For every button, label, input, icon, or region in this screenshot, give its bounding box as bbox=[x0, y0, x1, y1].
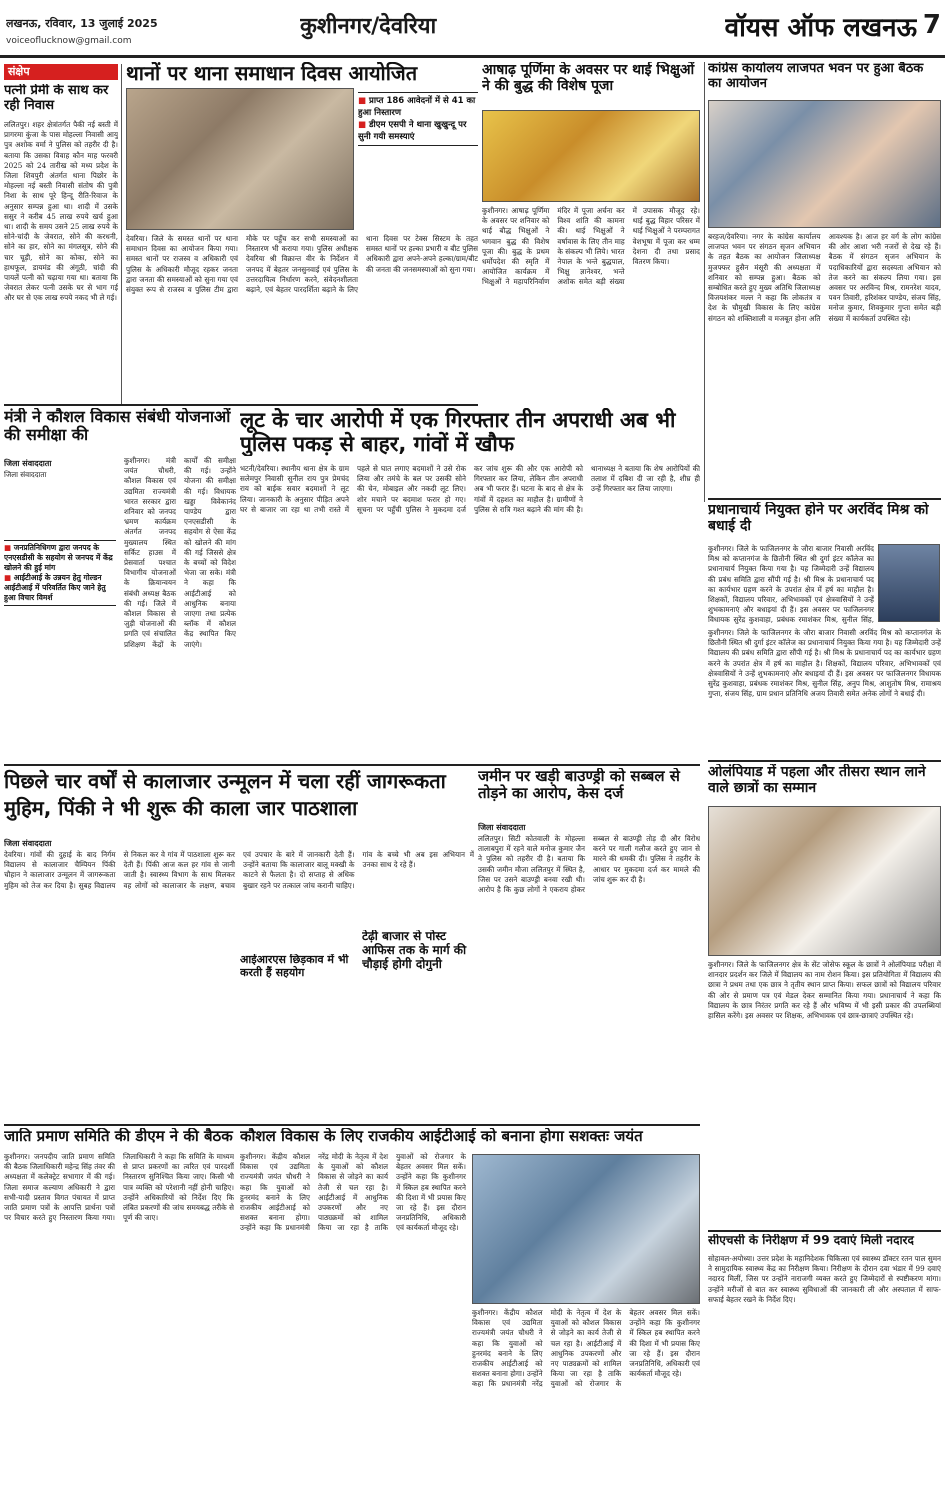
olympiad-photo bbox=[708, 806, 941, 956]
kalajar-sub2: आईआरएस छिड़काव में भी करती हैं सहयोग bbox=[240, 954, 349, 979]
loot-body: भटनी/देवरिया। स्थानीय थाना क्षेत्र के ग्राम सलेमपुर निवासी सुनील राय पुत्र प्रेमचंद राय को बाईक सवार बदमाशों ने लूट लिया। जानकारी के अनुसार पीड़ित अपने घर से बाजार जा रहा था तभी रास्ते में पहले से घात लगाए बदमाशों ने उसे रोक लिया और तमंचे के बल पर उसकी सोने की चेन, मोबाइल और नकदी लूट लिए। शोर मचाने पर बदमाश फरार हो गए। सूचना पर पहुँची पुलिस ने मुकदमा दर्ज कर जांच शुरू की और एक आरोपी को गिरफ्तार कर लिया, लेकिन तीन अपराधी अब भी फरार हैं। घटना के बाद से क्षेत्र के गांवों में दहशत का माहौल है। ग्रामीणों ने पुलिस से रात्रि गश्त बढ़ाने की मांग की है। थानाध्यक्ष ने बताया कि शेष आरोपियों की तलाश में दबिश दी जा रही है, शीघ्र ही उन्हें गिरफ्तार कर लिया जाएगा। bbox=[240, 464, 700, 514]
iti-photo bbox=[472, 1154, 700, 1304]
brief-tag: संक्षेप bbox=[4, 64, 118, 80]
iti-body: कुशीनगर। केंद्रीय कौशल विकास एवं उद्यमिता राज्यमंत्री जयंत चौधरी ने कहा कि युवाओं को हुनरमंद बनाने के लिए राजकीय आईटीआई को सशक्त बनाना होगा। उन्होंने कहा कि प्रधानमंत्री नरेंद्र मोदी के नेतृत्व में देश के युवाओं को कौशल विकास से जोड़ने का कार्य तेजी से चल रहा है। आईटीआई में आधुनिक उपकरणों और नए पाठ्यक्रमों को शामिल किया जा रहा है ताकि युवाओं को रोजगार के बेहतर अवसर मिल सकें। उन्होंने कहा कि कुशीनगर में स्किल हब स्थापित करने की दिशा में भी प्रयास किए जा रहे हैं। इस दौरान जनप्रतिनिधि, अधिकारी एवं कार्यकर्ता मौजूद रहे। bbox=[240, 1152, 466, 1233]
skill-headline: मंत्री ने कौशल विकास संबंधी योजनाओं की समीक्षा की bbox=[4, 408, 231, 445]
skill-byline: जिला संवाददाता bbox=[4, 459, 52, 468]
buddha-headline: आषाढ़ पूर्णिमा के अवसर पर थाई भिक्षुओं ने की बुद्ध की विशेष पूजा bbox=[482, 62, 695, 95]
principal-body-lead: कुशीनगर। जिले के फाजिलनगर के जौरा बाजार निवासी अरविंद मिश्र को कप्तानगंज के छितौनी स्थित श्री दुर्गा इंटर कॉलेज का प्रधानाचार्य नियुक्त किया गया है। यह जिम्मेदारी उन्हें विद्यालय की प्रबंध समिति द्वारा सौंपी गई है। श्री मिश्र के प्रधानाचार्य पद का कार्यभार ग्रहण करने के उपरांत क्षेत्र में हर्ष का माहौल है। शिक्षकों, विद्यालय परिवार, अभिभावकों एवं क्षेत्रवासियों ने उन्हें शुभकामनाएं और बधाइयां दी हैं। इस अवसर पर फाजिलनगर विधायक सुरेंद्र कुशवाहा, प्रबंधक रमाशंकर मिश्र, सुनील सिंह, bbox=[708, 544, 874, 624]
kalajar-byline: जिला संवाददाता bbox=[4, 839, 52, 848]
contact-email: voiceoflucknow@gmail.com bbox=[6, 36, 132, 46]
principal-body: कुशीनगर। जिले के फाजिलनगर के जौरा बाजार निवासी अरविंद मिश्र को कप्तानगंज के छितौनी स्थित श्री दुर्गा इंटर कॉलेज का प्रधानाचार्य नियुक्त किया गया है। यह जिम्मेदारी उन्हें विद्यालय की प्रबंध समिति द्वारा सौंपी गई है। श्री मिश्र के प्रधानाचार्य पद का कार्यभार ग्रहण करने के उपरांत क्षेत्र में हर्ष का माहौल है। शिक्षकों, विद्यालय परिवार, अभिभावकों एवं क्षेत्रवासियों ने उन्हें शुभकामनाएं और बधाइयां दी हैं। इस अवसर पर फाजिलनगर विधायक सुरेंद्र कुशवाहा, प्रबंधक रमाशंकर मिश्र, सुनील सिंह, अनुप मिश्र, आशुतोष मिश्र, रामाश्रय गुप्ता, संजय सिंह, ग्राम प्रधान प्रतिनिधि अजय तिवारी समेत अनेक लोगों ने बधाई दी। bbox=[708, 628, 941, 699]
land-byline: जिला संवाददाता bbox=[478, 823, 526, 832]
thana-body: देवरिया। जिले के समस्त थानों पर थाना समाधान दिवस का आयोजन किया गया। समस्त थानों पर राजस्व व अधिकारी एवं पुलिस के अधिकारी मौजूद रहकर जनता द्वारा जनता की समस्याओं को सुना गया एवं संयुक्त रूप से राजस्व व पुलिस टीम द्वारा मौके पर पहुँच कर सभी समस्याओं का निस्तारण भी कराया गया। पुलिस अधीक्षक देवरिया श्री विक्रान्त वीर के निर्देशन में जनपद में बेहतर जनसुनवाई एवं पुलिस के उत्तरदायित्व निर्धारण करने, संवेदनशीलता बढ़ाने, एवं बेहतर पारदर्शिता बढ़ाने के लिए थाना दिवस पर टेक्स सिस्टम के तहत समस्त थानों पर हल्का प्रभारी व बीट पुलिस अधिकारी द्वारा अपने-अपने हल्का/ग्राम/बीट की जनता की जनसमस्याओं को सुना गया। bbox=[126, 234, 478, 295]
buddha-photo bbox=[482, 110, 700, 202]
column-divider bbox=[704, 62, 705, 502]
olympiad-body: कुशीनगर। जिले के फाजिलनगर क्षेत्र के सेंट जोसेफ स्कूल के छात्रों ने ओलंपियाड परीक्षा में शानदार प्रदर्शन कर जिले में विद्यालय का नाम रोशन किया। इस प्रतियोगिता में विद्यालय की छात्रा ने प्रथम तथा एक छात्र ने तृतीय स्थान प्राप्त किया। सफल छात्रों को विद्यालय परिवार की ओर से प्रमाण पत्र एवं मेडल देकर सम्मानित किया गया। प्रधानाचार्य ने कहा कि विद्यालय के छात्र निरंतर प्रगति कर रहे हैं और भविष्य में भी इसी प्रकार की उपलब्धियां हासिल करेंगे। इस अवसर पर शिक्षक, अभिभावक एवं छात्र-छात्राएं उपस्थित रहे। bbox=[708, 960, 941, 1021]
section-rule bbox=[4, 764, 700, 766]
brief-headline: पत्नी प्रेमी के साथ कर रही निवास bbox=[4, 84, 109, 113]
masthead: वॉयस ऑफ लखनऊ bbox=[724, 13, 917, 43]
skill-intro: जिला संवाददाता bbox=[4, 470, 47, 479]
congress-body: बरहज/देवरिया। नगर के कांग्रेस कार्यालय लाजपत भवन पर संगठन सृजन अभियान के तहत बैठक का आयोजन जिलाध्यक्ष मुजफ्फर हुसैन मंसूरी की अध्यक्षता में शनिवार को सम्पन्न हुआ। बैठक को सम्बोधित करते हुए मुख्य अतिथि जिलाध्यक्ष विजयशंकर मल्ल ने कहा कि लोकतंत्र व देश के चौमुखी विकास के लिए कांग्रेस संगठन को शक्तिशाली व मजबूत होना अति आवश्यक है। आज हर वर्ग के लोग कांग्रेस की ओर आशा भरी नजरों से देख रहे हैं। बैठक में संगठन सृजन अभियान के पदाधिकारियों द्वारा सदस्यता अभियान को तेज करने का संकल्प लिया गया। इस अवसर पर अरविन्द मिश्र, रामनरेश यादव, पवन तिवारी, हरिशंकर पाण्डेय, संजय सिंह, मनोज कुमार, शिवकुमार गुप्ता समेत बड़ी संख्या में कार्यकर्ता उपस्थित रहे। bbox=[708, 232, 941, 323]
caste-body: कुशीनगर। जनपदीय जाति प्रमाण समिति की बैठक जिलाधिकारी महेन्द्र सिंह तंवर की अध्यक्षता में कलेक्ट्रेट सभागार में की गई। जिला समाज कल्याण अधिकारी ने द्वारा सभी-यादी प्रस्ताव विगत पंचायत में प्राप्त जाति प्रमाण पत्रों के आपत्ति प्रार्थना पत्रों पर विचार करते हुए निस्तारण किया गया। जिलाधिकारी ने कहा कि समिति के माध्यम से प्राप्त प्रकरणों का त्वरित एवं पारदर्शी निस्तारण सुनिश्चित किया जाए। किसी भी पात्र व्यक्ति को परेशानी नहीं होनी चाहिए। उन्होंने अधिकारियों को निर्देश दिए कि लंबित प्रकरणों की जांच समयबद्ध तरीके से पूर्ण की जाए। bbox=[4, 1152, 234, 1223]
section-rule bbox=[708, 498, 941, 500]
loot-headline: लूट के चार आरोपी में एक गिरफ्तार तीन अपराधी अब भी पुलिस पकड़ से बाहर, गांवों में खौफ bbox=[240, 408, 676, 457]
section-rule bbox=[4, 1124, 700, 1126]
thana-bullet: ■ प्राप्त 186 आवेदनों में से 41 का हुआ निस्तारण bbox=[358, 95, 478, 119]
iti-body-cont: कुशीनगर। केंद्रीय कौशल विकास एवं उद्यमिता राज्यमंत्री जयंत चौधरी ने कहा कि युवाओं को हुनरमंद बनाने के लिए राजकीय आईटीआई को सशक्त बनाना होगा। उन्होंने कहा कि प्रधानमंत्री नरेंद्र मोदी के नेतृत्व में देश के युवाओं को कौशल विकास से जोड़ने का कार्य तेजी से चल रहा है। आईटीआई में आधुनिक उपकरणों और नए पाठ्यक्रमों को शामिल किया जा रहा है ताकि युवाओं को रोजगार के बेहतर अवसर मिल सकें। उन्होंने कहा कि कुशीनगर में स्किल हब स्थापित करने की दिशा में भी प्रयास किए जा रहे हैं। इस दौरान जनप्रतिनिधि, अधिकारी एवं कार्यकर्ता मौजूद रहे। bbox=[472, 1308, 700, 1389]
thana-photo bbox=[126, 88, 354, 230]
caste-headline: जाति प्रमाण समिति की डीएम ने की बैठक bbox=[4, 1128, 233, 1145]
land-body: ललितपुर। सिटी कोतवाली के मोहल्ला तालाबपुरा में रहने वाले मनोज कुमार जैन ने पुलिस को तहरीर दी है। बताया कि उसकी जमीन मौजा ललितपुर में स्थित है, जिस पर उसने बाउण्ड्री बनवा रखी थी। आरोप है कि कुछ लोगों ने एकराय होकर सब्बल से बाउण्ड्री तोड़ दी और विरोध करने पर गाली गलौज करते हुए जान से मारने की धमकी दी। पुलिस ने तहरीर के आधार पर मुकदमा दर्ज कर मामले की जांच शुरू कर दी है। bbox=[478, 834, 700, 895]
principal-photo bbox=[878, 544, 940, 622]
chc-body: सोहावल-अयोध्या। उत्तर प्रदेश के महानिदेशक चिकित्सा एवं स्वास्थ्य डॉक्टर रतन पाल सुमन ने सामुदायिक स्वास्थ्य केंद्र का निरीक्षण किया। निरीक्षण के दौरान दवा भंडार में 99 दवाएं नदारद मिलीं, जिस पर उन्होंने नाराजगी व्यक्त करते हुए जिम्मेदारों से स्पष्टीकरण मांगा। उन्होंने मरीजों से बात कर स्वास्थ्य सुविधाओं की जानकारी ली और अस्पताल में साफ-सफाई बेहतर रखने के निर्देश दिए। bbox=[708, 1254, 941, 1304]
column-divider bbox=[121, 64, 122, 404]
dateline: लखनऊ, रविवार, 13 जुलाई 2025 bbox=[6, 17, 158, 30]
buddha-body: कुशीनगर। आषाढ़ पूर्णिमा के अवसर पर शनिवार को थाई बौद्ध भिक्षुओं ने भगवान बुद्ध की विशेष पूजा की। बुद्ध के प्रथम धर्मोपदेश की स्मृति में आयोजित कार्यक्रम में भिक्षुओं ने महापरिनिर्वाण मंदिर में पूजा अर्चना कर विश्व शांति की कामना की। थाई भिक्षुओं ने वर्षावास के लिए तीन माह के संकल्प भी लिये। भारत नेपाल के भन्ते बुद्धपाल, भिक्षु ज्ञानेश्वर, भन्ते अशोक समेत बड़ी संख्या में उपासक मौजूद रहे। थाई बुद्ध विहार परिसर में थाई भिक्षुओं ने परम्परागत वेशभूषा में पूजा कर धम्म देशना दी तथा प्रसाद वितरण किया। bbox=[482, 206, 700, 287]
olympiad-headline: ओलंपियाड में पहला और तीसरा स्थान लाने वाले छात्रों का सम्मान bbox=[708, 764, 926, 797]
section-rule bbox=[4, 404, 478, 406]
skill-bullet: ■ जनप्रतिनिधिगण द्वारा जनपद के एनएसडीसी के सहयोग से जनपद में केंद्र खोलने की हुई मांग bbox=[4, 543, 116, 573]
thana-headline: थानों पर थाना समाधान दिवस आयोजित bbox=[126, 62, 418, 85]
kalajar-headline: पिछले चार वर्षों से कालाजार उन्मूलन में चला रहीं जागरूकता मुहिम, पिंकी ने भी शुरू की काला जार पाठशाला bbox=[4, 769, 446, 820]
section-rule bbox=[708, 760, 941, 762]
chc-headline: सीएचसी के निरीक्षण में 99 दवाएं मिली नदारद bbox=[708, 1234, 914, 1247]
skill-bullets bbox=[4, 540, 116, 606]
brief-body: ललितपुर। शहर क्षेत्रांतर्गत पैकी नई बस्ती में प्रागरमा कुंजा के पास मोहल्ला निवासी आयु पुत्र अशोक वर्मा ने पुलिस को तहरीर दी है। बताया कि उसका विवाह कौन माह फरवरी 2025 को 24 तारीख को मध्य प्रदेश के जिला शिवपुरी अंतर्गत थाना पिछोर के मोहल्ला नई बस्ती निवासी संतोष की पुत्री निशा के साथ पूरे हिन्दू रीति-रिवाज के अनुसार सम्पन्न हुआ था। शादी में उसके ससुर ने करीब 45 लाख रुपये खर्च हुआ था। शादी के समय उसने 25 लाख रुपये के सोने-चांदी के जेवरात, सोने की करधनी, सोने का हार, सोने का मंगलसूत्र, सोने की चार चूड़ी, सोने का कोका, सोने का हाथफूल, डायमंड की अंगूठी, चांदी की पायलें पत्नी को चढ़ाया गया था। बताया कि जेवरात लेकर पत्नी उसके घर से भाग गई और घर से एक लाख रुपये नकद भी ले गई। bbox=[4, 120, 118, 303]
congress-headline: कांग्रेस कार्यालय लाजपत भवन पर हुआ बैठक का आयोजन bbox=[708, 62, 924, 91]
thana-bullet: ■ डीएम एसपी ने थाना खुखुन्दू पर सुनी गयी समस्याएं bbox=[358, 119, 478, 143]
section-rule bbox=[708, 1230, 941, 1232]
kalajar-body: देवरिया। गांवों की दुहाई के बाद निर्गम विद्यालय से कालाजार चैम्पियन पिंकी चौहान ने कालाजार उन्मूलन में जागरूकता मुहिम को तेज कर दिया है। सुबह विद्यालय से निकल कर वे गांव में पाठशाला शुरू कर देती हैं। पिंकी आज कल हर गांव से जानी जाती है। स्वास्थ्य विभाग के साथ मिलकर वह लोगों को कालाजार के लक्षण, बचाव एवं उपचार के बारे में जानकारी देती हैं। उन्होंने बताया कि कालाजार बालू मक्खी के काटने से फैलता है। दो सप्ताह से अधिक बुखार रहने पर तत्काल जांच करानी चाहिए। गांव के बच्चे भी अब इस अभियान में उनका साथ दे रहे हैं। bbox=[4, 850, 474, 890]
kalajar-sub1: टेढ़ी बाजार से पोस्ट आफिस तक के मार्ग की चौड़ाई होगी दोगुनी bbox=[362, 930, 467, 971]
section-title: कुशीनगर/देवरिया bbox=[300, 14, 437, 39]
thana-bullets bbox=[358, 92, 478, 146]
land-headline: जमीन पर खड़ी बाउण्ड्री को सब्बल से तोड़ने का आरोप, केस दर्ज bbox=[478, 768, 680, 803]
skill-body: कुशीनगर। मंत्री जयंत चौधरी, कौशल विकास एवं उद्यमिता राज्यमंत्री भारत सरकार द्वारा शनिवार को जनपद भ्रमण कार्यक्रम अंतर्गत जनपद मुख्यालय स्थित सर्किट हाउस में प्रेसवार्ता पश्चात विभागीय योजनाओं के क्रियान्वयन संबंधी अध्यक्ष बैठक की गई। जिले में कौशल विकास से जुड़ी योजनाओं की प्रगति एवं संचालित प्रशिक्षण केंद्रों के कार्यों की समीक्षा की गई। उन्होंने योजना की समीक्षा की गई। विधायक खड्डा विवेकानंद पाण्डेय द्वारा एनएसडीसी के सहयोग से ऐसा केंद्र को खोलने की मांग की गई जिससे क्षेत्र के बच्चों को विदेश भेजा जा सके। मंत्री ने कहा कि आईटीआई को आधुनिक बनाया जाएगा तथा प्रत्येक ब्लॉक में कौशल केंद्र स्थापित किए जाएंगे। bbox=[124, 456, 236, 649]
skill-bullet: ■ आईटीआई के उन्नयन हेतु गोल्डन आईटीआई में परिवर्तित किए जाने हेतु हुआ विचार विमर्श bbox=[4, 573, 116, 603]
principal-headline: प्रधानाचार्य नियुक्त होने पर अरविंद मिश्र को बधाई दी bbox=[708, 502, 929, 535]
congress-photo bbox=[708, 100, 941, 228]
iti-headline: कौशल विकास के लिए राजकीय आईटीआई को बनाना होगा सशक्तः जयंत bbox=[240, 1128, 643, 1145]
page-number: 7 bbox=[922, 10, 941, 40]
